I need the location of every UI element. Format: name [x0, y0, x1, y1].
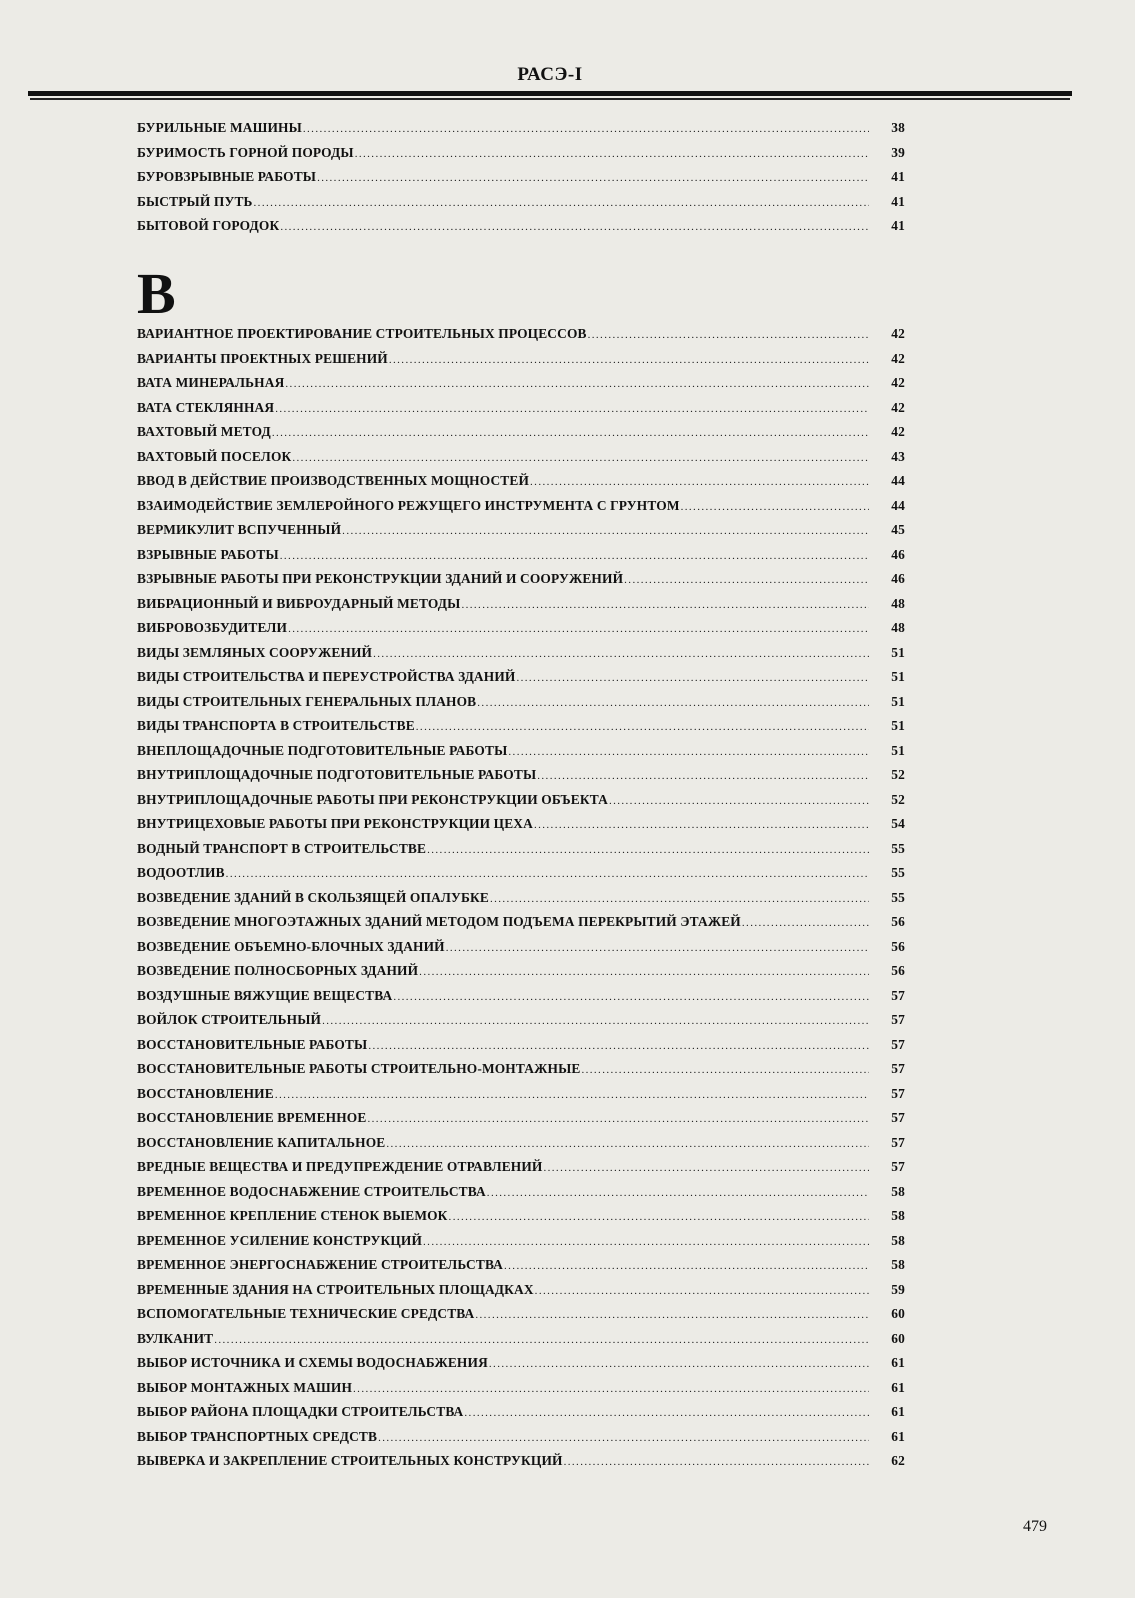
toc-entry: [137, 645, 905, 670]
toc-leader-dots: [275, 1089, 869, 1101]
toc-entry: [137, 1012, 905, 1037]
toc-entry: [137, 473, 905, 498]
toc-entry-title: ВЫБОР МОНТАЖНЫХ МАШИН: [137, 1379, 353, 1395]
toc-list-previous-letter: [137, 120, 905, 243]
toc-entry: [137, 1380, 905, 1405]
toc-entry: [137, 400, 905, 425]
toc-entry: [137, 1135, 905, 1160]
toc-entry: [137, 914, 905, 939]
toc-entry-page: 60: [891, 1330, 905, 1346]
toc-entry-page: 57: [891, 1159, 905, 1174]
toc-entry-page: 57: [891, 1134, 905, 1150]
toc-entry-title: ВОССТАНОВИТЕЛЬНЫЕ РАБОТЫ СТРОИТЕЛЬНО-МОНТАЖНЫЕ: [137, 1061, 581, 1076]
toc-leader-dots: [534, 819, 869, 831]
toc-entry: [137, 571, 905, 596]
toc-entry-title: ВРЕМЕННОЕ ЭНЕРГОСНАБЖЕНИЕ СТРОИТЕЛЬСТВА: [137, 1257, 503, 1272]
toc-entry-title: ВОДООТЛИВ: [137, 865, 225, 880]
toc-entry-title: ВАРИАНТНОЕ ПРОЕКТИРОВАНИЕ СТРОИТЕЛЬНЫХ ПРОЦЕССОВ: [137, 326, 587, 341]
toc-entry-page: 51: [891, 693, 905, 709]
toc-entry-page: 55: [891, 840, 905, 856]
toc-leader-dots: [355, 148, 869, 160]
toc-leader-dots: [416, 721, 869, 733]
toc-leader-dots: [317, 172, 869, 184]
toc-entry: [137, 194, 905, 219]
toc-entry-title: БУРИМОСТЬ ГОРНОЙ ПОРОДЫ: [137, 144, 354, 160]
toc-entry-title: ВРЕМЕННОЕ КРЕПЛЕНИЕ СТЕНОК ВЫЕМОК: [137, 1208, 448, 1223]
toc-entry-title: ВОЗДУШНЫЕ ВЯЖУЩИЕ ВЕЩЕСТВА: [137, 987, 393, 1003]
toc-entry-title: ВСПОМОГАТЕЛЬНЫЕ ТЕХНИЧЕСКИЕ СРЕДСТВА: [137, 1306, 475, 1321]
toc-leader-dots: [564, 1456, 869, 1468]
toc-leader-dots: [446, 942, 869, 954]
toc-entry: [137, 1429, 905, 1454]
toc-entry-title: ВАРИАНТЫ ПРОЕКТНЫХ РЕШЕНИЙ: [137, 350, 388, 366]
toc-entry-title: ВОССТАНОВЛЕНИЕ: [137, 1085, 274, 1101]
toc-leader-dots: [581, 1064, 869, 1076]
toc-entry-page: 57: [891, 1110, 905, 1125]
toc-entry-page: 52: [891, 767, 905, 782]
toc-entry: [137, 963, 905, 988]
toc-entry: [137, 1331, 905, 1356]
toc-entry-title: ВРЕМЕННОЕ ВОДОСНАБЖЕНИЕ СТРОИТЕЛЬСТВА: [137, 1183, 486, 1199]
toc-leader-dots: [214, 1334, 869, 1346]
toc-entry-title: ВОССТАНОВИТЕЛЬНЫЕ РАБОТЫ: [137, 1036, 368, 1052]
toc-entry: [137, 1355, 905, 1380]
toc-leader-dots: [461, 599, 869, 611]
toc-leader-dots: [378, 1432, 869, 1444]
toc-entry: [137, 816, 905, 841]
header-rule-thick: [28, 91, 1072, 96]
toc-entry-page: 38: [891, 120, 905, 135]
toc-entry-title: ВАХТОВЫЙ ПОСЕЛОК: [137, 448, 292, 464]
toc-entry-title: ВРЕМЕННЫЕ ЗДАНИЯ НА СТРОИТЕЛЬНЫХ ПЛОЩАДКАХ: [137, 1281, 534, 1297]
toc-leader-dots: [393, 991, 869, 1003]
toc-entry-title: ВИБРАЦИОННЫЙ И ВИБРОУДАРНЫЙ МЕТОДЫ: [137, 595, 461, 611]
toc-leader-dots: [389, 354, 869, 366]
toc-entry-page: 56: [891, 938, 905, 954]
toc-entry-title: БЫСТРЫЙ ПУТЬ: [137, 193, 253, 209]
toc-entry: [137, 841, 905, 866]
toc-leader-dots: [254, 197, 869, 209]
toc-entry: [137, 1086, 905, 1111]
toc-entry-page: 55: [891, 865, 905, 880]
toc-entry-title: ВОЗВЕДЕНИЕ ОБЪЕМНО-БЛОЧНЫХ ЗДАНИЙ: [137, 938, 445, 954]
toc-entry-title: ВЕРМИКУЛИТ ВСПУЧЕННЫЙ: [137, 522, 342, 537]
toc-entry-page: 57: [891, 1036, 905, 1052]
toc-entry-title: ВЫБОР РАЙОНА ПЛОЩАДКИ СТРОИТЕЛЬСТВА: [137, 1404, 464, 1419]
toc-entry: [137, 694, 905, 719]
toc-entry: [137, 1061, 905, 1086]
toc-leader-dots: [367, 1113, 869, 1125]
toc-entry-title: ВРЕДНЫЕ ВЕЩЕСТВА И ПРЕДУПРЕЖДЕНИЕ ОТРАВЛЕНИЙ: [137, 1159, 543, 1174]
toc-entry-page: 61: [891, 1428, 905, 1444]
toc-entry: [137, 1159, 905, 1184]
header-rule-thin: [30, 98, 1070, 100]
toc-entry-page: 57: [891, 1061, 905, 1076]
toc-entry: [137, 145, 905, 170]
toc-entry-page: 52: [891, 791, 905, 807]
toc-entry-page: 61: [891, 1355, 905, 1370]
toc-entry: [137, 522, 905, 547]
toc-entry-title: ВИДЫ СТРОИТЕЛЬСТВА И ПЕРЕУСТРОЙСТВА ЗДАНИЙ: [137, 669, 516, 684]
toc-leader-dots: [342, 525, 869, 537]
toc-entry-page: 45: [891, 522, 905, 537]
toc-leader-dots: [464, 1407, 869, 1419]
toc-entry: [137, 669, 905, 694]
toc-entry-title: ВОССТАНОВЛЕНИЕ ВРЕМЕННОЕ: [137, 1110, 367, 1125]
toc-leader-dots: [624, 574, 869, 586]
toc-entry-page: 51: [891, 718, 905, 733]
toc-entry-page: 61: [891, 1404, 905, 1419]
toc-entry-page: 56: [891, 914, 905, 929]
toc-leader-dots: [303, 123, 869, 135]
toc-entry-page: 42: [891, 399, 905, 415]
toc-leader-dots: [226, 868, 869, 880]
section-letter: В: [137, 261, 176, 326]
toc-leader-dots: [368, 1040, 869, 1052]
toc-leader-dots: [427, 844, 869, 856]
toc-entry-title: ВРЕМЕННОЕ УСИЛЕНИЕ КОНСТРУКЦИЙ: [137, 1232, 423, 1248]
toc-entry: [137, 1110, 905, 1135]
toc-entry-page: 44: [891, 473, 905, 488]
toc-entry: [137, 169, 905, 194]
toc-leader-dots: [419, 966, 869, 978]
toc-entry-title: ВОДНЫЙ ТРАНСПОРТ В СТРОИТЕЛЬСТВЕ: [137, 840, 427, 856]
toc-entry-title: ВАТА СТЕКЛЯННАЯ: [137, 399, 275, 415]
toc-entry-page: 51: [891, 644, 905, 660]
toc-leader-dots: [322, 1015, 869, 1027]
toc-entry: [137, 351, 905, 376]
toc-entry-page: 48: [891, 595, 905, 611]
toc-entry-title: ВОЗВЕДЕНИЕ МНОГОЭТАЖНЫХ ЗДАНИЙ МЕТОДОМ ПОДЪЕМА ПЕРЕКРЫТИЙ ЭТАЖЕЙ: [137, 914, 741, 929]
toc-entry-title: ВОЗВЕДЕНИЕ ПОЛНОСБОРНЫХ ЗДАНИЙ: [137, 963, 419, 978]
toc-entry-page: 41: [891, 218, 905, 233]
toc-entry-title: ВЫВЕРКА И ЗАКРЕПЛЕНИЕ СТРОИТЕЛЬНЫХ КОНСТРУКЦИЙ: [137, 1453, 563, 1468]
toc-entry-page: 43: [891, 448, 905, 464]
toc-leader-dots: [353, 1383, 869, 1395]
toc-entry-title: БЫТОВОЙ ГОРОДОК: [137, 218, 280, 233]
toc-entry-title: ВЗАИМОДЕЙСТВИЕ ЗЕМЛЕРОЙНОГО РЕЖУЩЕГО ИНСТРУМЕНТА С ГРУНТОМ: [137, 497, 680, 513]
toc-entry-page: 44: [891, 497, 905, 513]
toc-entry-page: 42: [891, 375, 905, 390]
toc-leader-dots: [681, 501, 869, 513]
toc-entry-page: 42: [891, 350, 905, 366]
toc-entry-title: ВНЕПЛОЩАДОЧНЫЕ ПОДГОТОВИТЕЛЬНЫЕ РАБОТЫ: [137, 742, 508, 758]
toc-leader-dots: [487, 1187, 869, 1199]
toc-entry-title: ВНУТРИПЛОЩАДОЧНЫЕ РАБОТЫ ПРИ РЕКОНСТРУКЦИИ ОБЪЕКТА: [137, 791, 608, 807]
toc-entry-title: ВНУТРИЦЕХОВЫЕ РАБОТЫ ПРИ РЕКОНСТРУКЦИИ ЦЕХА: [137, 816, 533, 831]
toc-leader-dots: [489, 1358, 869, 1370]
toc-entry-title: ВИБРОВОЗБУДИТЕЛИ: [137, 620, 288, 635]
toc-entry-page: 48: [891, 620, 905, 635]
toc-leader-dots: [285, 378, 869, 390]
toc-leader-dots: [280, 550, 869, 562]
toc-entry: [137, 1208, 905, 1233]
toc-entry: [137, 375, 905, 400]
toc-entry-title: ВЗРЫВНЫЕ РАБОТЫ ПРИ РЕКОНСТРУКЦИИ ЗДАНИЙ И СООРУЖЕНИЙ: [137, 571, 624, 586]
toc-entry-page: 54: [891, 816, 905, 831]
toc-entry: [137, 498, 905, 523]
toc-leader-dots: [280, 221, 869, 233]
toc-entry: [137, 326, 905, 351]
toc-leader-dots: [490, 893, 869, 905]
toc-entry-title: ВЗРЫВНЫЕ РАБОТЫ: [137, 546, 279, 562]
toc-entry: [137, 1306, 905, 1331]
toc-entry-title: ВИДЫ СТРОИТЕЛЬНЫХ ГЕНЕРАЛЬНЫХ ПЛАНОВ: [137, 693, 477, 709]
toc-entry: [137, 424, 905, 449]
toc-entry-title: БУРИЛЬНЫЕ МАШИНЫ: [137, 120, 302, 135]
toc-entry-page: 57: [891, 1012, 905, 1027]
toc-entry-page: 60: [891, 1306, 905, 1321]
toc-leader-dots: [386, 1138, 869, 1150]
toc-entry-title: ВОЗВЕДЕНИЕ ЗДАНИЙ В СКОЛЬЗЯЩЕЙ ОПАЛУБКЕ: [137, 889, 489, 905]
toc-entry: [137, 865, 905, 890]
toc-entry-title: ВОССТАНОВЛЕНИЕ КАПИТАЛЬНОЕ: [137, 1134, 386, 1150]
toc-leader-dots: [742, 917, 869, 929]
toc-entry-page: 39: [891, 144, 905, 160]
toc-leader-dots: [275, 403, 869, 415]
toc-entry-title: ВУЛКАНИТ: [137, 1330, 214, 1346]
toc-entry: [137, 1184, 905, 1209]
toc-leader-dots: [449, 1211, 869, 1223]
toc-leader-dots: [516, 672, 869, 684]
toc-entry: [137, 596, 905, 621]
toc-entry: [137, 1404, 905, 1429]
toc-entry: [137, 1037, 905, 1062]
toc-entry-title: ВАТА МИНЕРАЛЬНАЯ: [137, 375, 285, 390]
toc-entry-title: ВВОД В ДЕЙСТВИЕ ПРОИЗВОДСТВЕННЫХ МОЩНОСТЕЙ: [137, 473, 530, 488]
toc-entry: [137, 718, 905, 743]
toc-leader-dots: [477, 697, 869, 709]
toc-entry: [137, 449, 905, 474]
toc-leader-dots: [543, 1162, 869, 1174]
toc-entry-title: ВОЙЛОК СТРОИТЕЛЬНЫЙ: [137, 1012, 322, 1027]
toc-entry: [137, 1233, 905, 1258]
toc-entry: [137, 218, 905, 243]
toc-leader-dots: [475, 1309, 869, 1321]
toc-entry: [137, 1257, 905, 1282]
toc-entry: [137, 620, 905, 645]
header-title: РАСЭ-I: [517, 64, 583, 85]
toc-entry-page: 61: [891, 1379, 905, 1395]
toc-entry: [137, 743, 905, 768]
toc-entry-title: ВАХТОВЫЙ МЕТОД: [137, 424, 271, 439]
toc-entry-title: ВИДЫ ЗЕМЛЯНЫХ СООРУЖЕНИЙ: [137, 644, 373, 660]
toc-entry: [137, 1282, 905, 1307]
toc-leader-dots: [537, 770, 869, 782]
toc-leader-dots: [530, 476, 869, 488]
toc-entry-page: 41: [891, 193, 905, 209]
toc-leader-dots: [508, 746, 869, 758]
toc-entry-title: ВИДЫ ТРАНСПОРТА В СТРОИТЕЛЬСТВЕ: [137, 718, 415, 733]
toc-entry: [137, 1453, 905, 1478]
toc-entry-page: 58: [891, 1183, 905, 1199]
toc-leader-dots: [588, 329, 869, 341]
toc-entry-page: 59: [891, 1281, 905, 1297]
toc-entry-page: 58: [891, 1208, 905, 1223]
toc-entry-title: ВЫБОР ТРАНСПОРТНЫХ СРЕДСТВ: [137, 1428, 378, 1444]
toc-entry-title: БУРОВЗРЫВНЫЕ РАБОТЫ: [137, 169, 317, 184]
toc-entry-page: 57: [891, 987, 905, 1003]
toc-entry-page: 42: [891, 326, 905, 341]
toc-entry-page: 46: [891, 571, 905, 586]
toc-entry-title: ВНУТРИПЛОЩАДОЧНЫЕ ПОДГОТОВИТЕЛЬНЫЕ РАБОТЫ: [137, 767, 537, 782]
toc-entry-page: 55: [891, 889, 905, 905]
toc-entry: [137, 120, 905, 145]
toc-entry: [137, 792, 905, 817]
toc-leader-dots: [373, 648, 869, 660]
toc-entry-page: 41: [891, 169, 905, 184]
page-number: 479: [1023, 1518, 1047, 1535]
toc-entry-page: 51: [891, 742, 905, 758]
toc-entry-page: 42: [891, 424, 905, 439]
toc-entry: [137, 767, 905, 792]
toc-leader-dots: [535, 1285, 869, 1297]
toc-entry-title: ВЫБОР ИСТОЧНИКА И СХЕМЫ ВОДОСНАБЖЕНИЯ: [137, 1355, 488, 1370]
toc-entry-page: 57: [891, 1085, 905, 1101]
toc-leader-dots: [609, 795, 869, 807]
toc-entry-page: 58: [891, 1232, 905, 1248]
toc-entry-page: 51: [891, 669, 905, 684]
toc-entry: [137, 939, 905, 964]
toc-leader-dots: [423, 1236, 869, 1248]
toc-entry-page: 62: [891, 1453, 905, 1468]
toc-entry-page: 56: [891, 963, 905, 978]
toc-leader-dots: [292, 452, 869, 464]
toc-leader-dots: [272, 427, 869, 439]
toc-entry: [137, 890, 905, 915]
toc-entry-page: 46: [891, 546, 905, 562]
toc-entry: [137, 547, 905, 572]
toc-leader-dots: [288, 623, 869, 635]
toc-leader-dots: [504, 1260, 869, 1272]
toc-list-section-v: [137, 326, 905, 1478]
toc-entry-page: 58: [891, 1257, 905, 1272]
toc-entry: [137, 988, 905, 1013]
